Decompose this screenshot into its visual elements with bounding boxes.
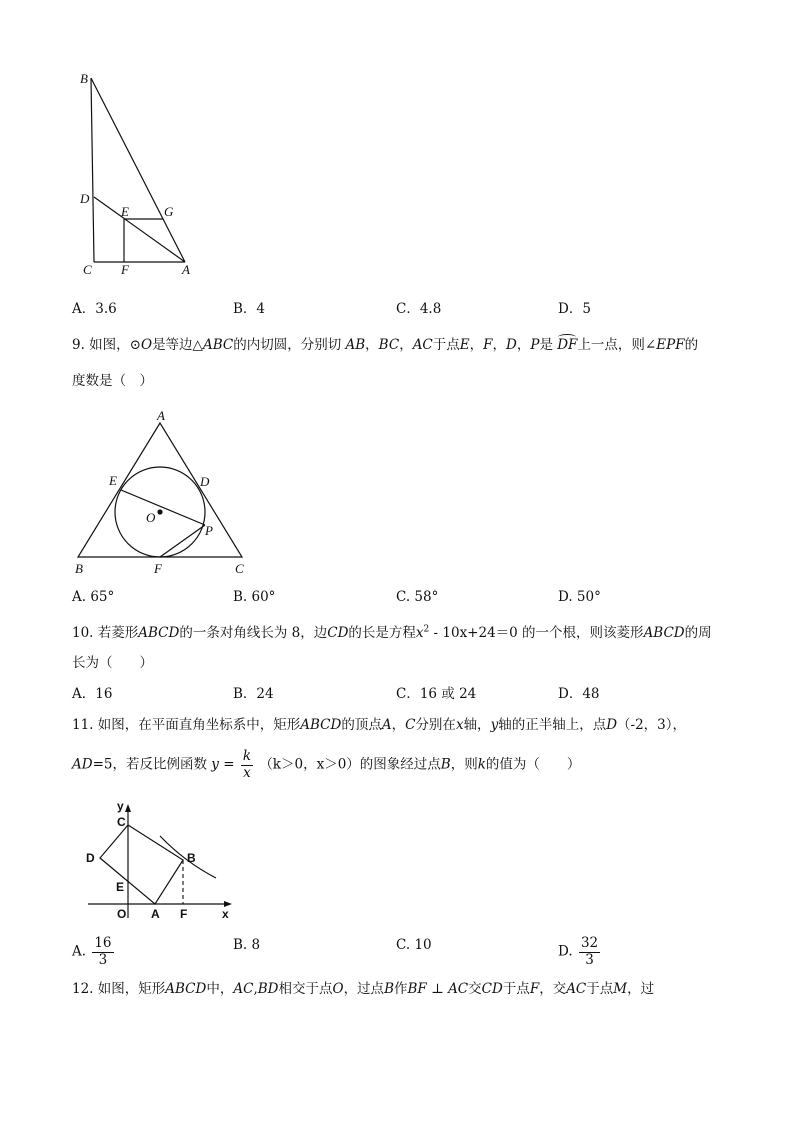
- label-g: G: [164, 204, 174, 219]
- segment-bc: [91, 78, 94, 262]
- q9-option-d: D. 50°: [558, 589, 601, 605]
- figure-q11: [82, 798, 242, 922]
- label-c: C: [83, 262, 92, 277]
- center-o: [157, 509, 162, 514]
- segment-pf: [160, 525, 205, 557]
- label-a: A: [182, 262, 190, 277]
- fraction-k-over-x: $\frac{k}{x}$: [242, 748, 252, 781]
- label-c: C: [235, 561, 244, 576]
- q9-option-c: C. 58°: [396, 589, 439, 605]
- triangle-abc: [78, 423, 242, 557]
- label-d: D: [200, 474, 210, 489]
- q9-stem-line2: 度数是（ ）: [72, 373, 153, 389]
- q10-option-c: C．16 或 24: [396, 686, 477, 702]
- q11-option-d: D. $\frac{32}{3}$: [558, 935, 599, 968]
- label-d: D: [86, 851, 95, 865]
- label-e: E: [121, 204, 129, 219]
- segment-ba: [91, 78, 185, 262]
- label-f: F: [121, 262, 129, 277]
- label-b: B: [75, 561, 83, 576]
- arc-df: DF: [557, 337, 578, 353]
- rectangle-abcd: [100, 825, 183, 904]
- label-x: x: [222, 907, 229, 921]
- q11-option-b: B. 8: [233, 937, 261, 953]
- label-d: D: [80, 191, 90, 206]
- q11-stem-line1: 11. 如图，在平面直角坐标系中，矩形ABCD的顶点A，C分别在x轴，y轴的正半轴上，点D（-2，3），: [72, 717, 687, 733]
- q10-option-a: A．16: [72, 686, 113, 702]
- label-e: E: [116, 880, 125, 894]
- label-a: A: [151, 907, 160, 921]
- q8-option-b: B．4: [233, 301, 266, 317]
- label-f: F: [154, 561, 162, 576]
- q11-stem-line2: AD=5，若反比例函数 y = $\frac{k}{x}$ （k＞0，x＞0）的图象经过点B，则k的值为（ ）: [72, 748, 581, 781]
- q10-stem-line1: 10. 若菱形ABCD的一条对角线长为 8，边CD的长是方程$x^2 - 10x+24=0$ 的一个根，则该菱形ABCD的周: [72, 624, 712, 641]
- q10-options: [72, 682, 752, 702]
- q11-option-a: A. $\frac{16}{3}$: [72, 935, 112, 968]
- q8-option-a: A．3.6: [72, 301, 117, 317]
- q11-option-c: C. 10: [396, 937, 432, 953]
- q8-option-d: D．5: [558, 301, 591, 317]
- q10-stem-line2: 长为（ ）: [72, 655, 153, 671]
- y-axis-arrow: [125, 804, 131, 812]
- segment-ep: [121, 490, 205, 525]
- q10-option-b: B．24: [233, 686, 274, 702]
- figure-q8: [70, 68, 200, 283]
- label-b: B: [80, 71, 88, 86]
- label-o: O: [117, 907, 127, 921]
- q8-option-c: C．4.8: [396, 301, 442, 317]
- label-p: P: [205, 523, 213, 538]
- figure-q9: [70, 405, 260, 580]
- q10-option-d: D．48: [558, 686, 600, 702]
- label-a: A: [157, 408, 165, 423]
- q11-options: [72, 929, 752, 968]
- q9-stem-line1: 9. 如图，⊙O是等边△ABC的内切圆，分别切 AB，BC，AC于点E，F，D，P是 DF上一点，则∠EPF的: [72, 337, 699, 353]
- label-e: E: [109, 473, 117, 488]
- label-c: C: [117, 815, 126, 829]
- label-b: B: [187, 851, 196, 865]
- label-f: F: [180, 907, 188, 921]
- q9-option-b: B. 60°: [233, 589, 276, 605]
- q9-options: [72, 589, 752, 609]
- q8-options: [72, 297, 752, 317]
- q12-stem-line1: 12. 如图，矩形ABCD中，AC,BD相交于点O，过点B作BF ⊥ AC交CD于点F，交AC于点M，过: [72, 981, 655, 997]
- q9-option-a: A. 65°: [72, 589, 115, 605]
- label-o: O: [146, 510, 156, 525]
- label-y: y: [117, 799, 124, 813]
